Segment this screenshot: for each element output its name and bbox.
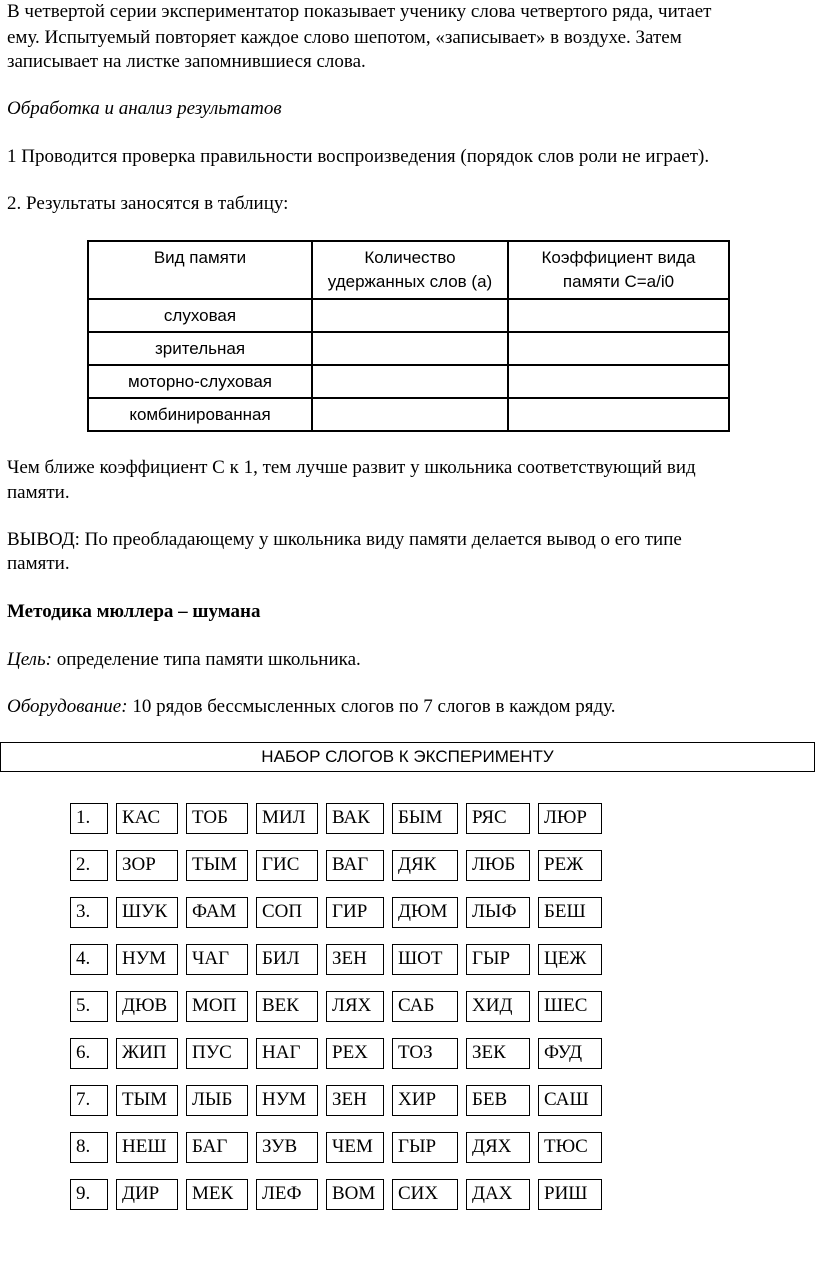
empty-cell — [312, 332, 508, 365]
syllable-cell: ЛЯХ — [326, 991, 384, 1022]
syllable-cell: ГЫР — [466, 944, 530, 975]
syllable-cell: ПУС — [186, 1038, 248, 1069]
syllable-cell: ЛЕФ — [256, 1179, 318, 1210]
intro-line-1: В четвертой серии экспериментатор показывает ученику слова четвертого ряда, читает — [7, 1, 712, 22]
syllable-cell: ДАХ — [466, 1179, 530, 1210]
table-row — [88, 365, 729, 398]
syllable-cell: РИШ — [538, 1179, 602, 1210]
empty-cell — [312, 299, 508, 332]
syllable-cell: ШОТ — [392, 944, 458, 975]
syllable-cell: ЛЮБ — [466, 850, 530, 881]
syllable-cell: ЛЮР — [538, 803, 602, 834]
syllable-cell: СОП — [256, 897, 318, 928]
memory-type-cell: комбинированная — [88, 398, 312, 431]
syllable-cell: ХИР — [392, 1085, 458, 1116]
syllable-row-number: 8. — [70, 1132, 108, 1163]
header-memory-type: Вид памяти — [88, 241, 312, 299]
results-table — [87, 240, 730, 432]
syllable-cell: ЗЕН — [326, 944, 384, 975]
syllable-cell: ТОБ — [186, 803, 248, 834]
method-title: Методика мюллера – шумана — [7, 601, 261, 622]
syllable-cell: САБ — [392, 991, 458, 1022]
intro-line-3: записывает на листке запомнившиеся слова. — [7, 51, 366, 72]
syllable-cell: ДЯК — [392, 850, 458, 881]
syllable-cell: БИЛ — [256, 944, 318, 975]
syllable-cell: РЕЖ — [538, 850, 602, 881]
equipment-text: 10 рядов бессмысленных слогов по 7 слогов в каждом ряду. — [127, 696, 616, 717]
syllable-cell: БЕШ — [538, 897, 602, 928]
memory-type-cell: слуховая — [88, 299, 312, 332]
syllable-cell: ЖИП — [116, 1038, 178, 1069]
syllable-cell: ВАГ — [326, 850, 384, 881]
table-row — [88, 398, 729, 431]
syllable-cell: РЯС — [466, 803, 530, 834]
syllable-cell: ЗЕК — [466, 1038, 530, 1069]
syllable-cell: НУМ — [256, 1085, 318, 1116]
header-retained-count: Количество удержанных слов (а) — [312, 241, 508, 299]
processing-heading: Обработка и анализ результатов — [7, 98, 282, 119]
goal-line — [7, 648, 361, 672]
header-coefficient: Коэффициент вида памяти С=a/i0 — [508, 241, 729, 299]
syllable-row-number: 3. — [70, 897, 108, 928]
syllable-cell: БЫМ — [392, 803, 458, 834]
syllable-cell: ТЮС — [538, 1132, 602, 1163]
syllable-cell: ТОЗ — [392, 1038, 458, 1069]
step-1: 1 Проводится проверка правильности воспроизведения (порядок слов роли не играет). — [7, 146, 710, 167]
syllable-cell: МОП — [186, 991, 248, 1022]
syllable-cell: ФУД — [538, 1038, 602, 1069]
table-row — [88, 299, 729, 332]
intro-line-2: ему. Испытуемый повторяет каждое слово шепотом, «записывает» в воздухе. Затем — [7, 27, 682, 48]
empty-cell — [508, 332, 729, 365]
syllable-cell: ШУК — [116, 897, 178, 928]
syllable-cell: ТЫМ — [116, 1085, 178, 1116]
syllable-cell: МИЛ — [256, 803, 318, 834]
results-table-header — [88, 241, 729, 299]
syllable-cell: ЛЫБ — [186, 1085, 248, 1116]
syllable-cell: ГИС — [256, 850, 318, 881]
syllable-row-number: 6. — [70, 1038, 108, 1069]
syllable-row-number: 4. — [70, 944, 108, 975]
syllable-cell: ЛЫФ — [466, 897, 530, 928]
syllable-row-number: 5. — [70, 991, 108, 1022]
syllable-cell: ГЫР — [392, 1132, 458, 1163]
syllable-cell: БЕВ — [466, 1085, 530, 1116]
syllable-cell: НАГ — [256, 1038, 318, 1069]
coef-note-line-2: памяти. — [7, 482, 70, 503]
syllable-cell: ВОМ — [326, 1179, 384, 1210]
coef-note-line-1: Чем ближе коэффициент С к 1, тем лучше развит у школьника соответствующий вид — [7, 457, 696, 478]
empty-cell — [508, 398, 729, 431]
memory-type-cell: моторно-слуховая — [88, 365, 312, 398]
syllable-cell: ТЫМ — [186, 850, 248, 881]
syllable-cell: ДЯХ — [466, 1132, 530, 1163]
goal-label: Цель: — [7, 649, 52, 670]
syllable-cell: ЗОР — [116, 850, 178, 881]
syllable-cell: ЗУВ — [256, 1132, 318, 1163]
memory-type-cell: зрительная — [88, 332, 312, 365]
syllable-cell: ДЮВ — [116, 991, 178, 1022]
table-row — [88, 332, 729, 365]
syllable-cell: МЕК — [186, 1179, 248, 1210]
empty-cell — [508, 299, 729, 332]
syllable-cell: ДИР — [116, 1179, 178, 1210]
equipment-label: Оборудование: — [7, 696, 128, 717]
empty-cell — [508, 365, 729, 398]
syllable-cell: ЧАГ — [186, 944, 248, 975]
conclusion-line-2: памяти. — [7, 553, 70, 574]
syllable-cell: ЦЕЖ — [538, 944, 602, 975]
syllable-cell: РЕХ — [326, 1038, 384, 1069]
syllable-cell: НЕШ — [116, 1132, 178, 1163]
syllable-cell: КАС — [116, 803, 178, 834]
equipment-line — [7, 695, 616, 719]
step-2: 2. Результаты заносятся в таблицу: — [7, 193, 289, 214]
syllable-cell: ШЕС — [538, 991, 602, 1022]
syllable-cell: ВЕК — [256, 991, 318, 1022]
goal-text: определение типа памяти школьника. — [51, 649, 361, 670]
syllable-row-number: 1. — [70, 803, 108, 834]
conclusion-line-1: ВЫВОД: По преобладающему у школьника виду памяти делается вывод о его типе — [7, 529, 682, 550]
syllable-cell: ГИР — [326, 897, 384, 928]
syllable-cell: ВАК — [326, 803, 384, 834]
syllable-cell: ДЮМ — [392, 897, 458, 928]
syllable-row-number: 2. — [70, 850, 108, 881]
syllable-row-number: 9. — [70, 1179, 108, 1210]
syllable-row-number: 7. — [70, 1085, 108, 1116]
syllable-cell: НУМ — [116, 944, 178, 975]
syllable-cell: ХИД — [466, 991, 530, 1022]
syllable-cell: ФАМ — [186, 897, 248, 928]
syllable-cell: ЗЕН — [326, 1085, 384, 1116]
empty-cell — [312, 365, 508, 398]
syllable-cell: СИХ — [392, 1179, 458, 1210]
syllable-cell: ЧЕМ — [326, 1132, 384, 1163]
syllables-title: НАБОР СЛОГОВ К ЭКСПЕРИМЕНТУ — [0, 742, 815, 772]
syllable-cell: САШ — [538, 1085, 602, 1116]
empty-cell — [312, 398, 508, 431]
syllable-cell: БАГ — [186, 1132, 248, 1163]
